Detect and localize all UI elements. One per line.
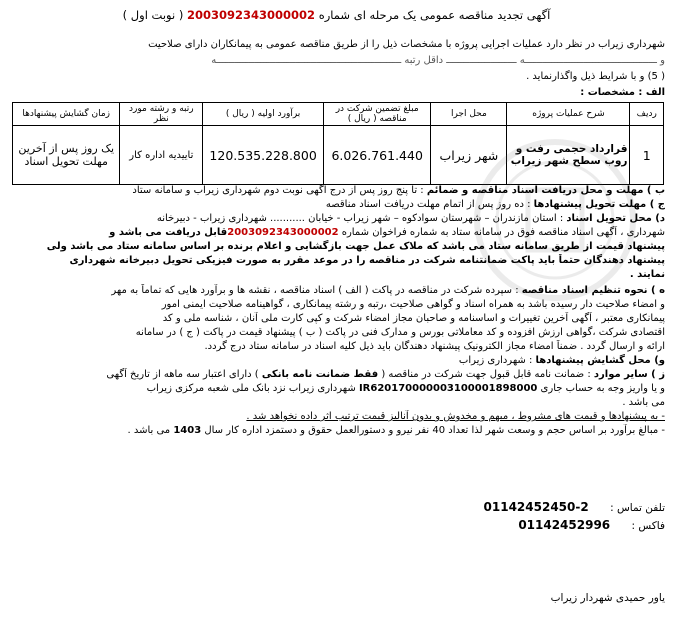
section-d-line-4: پیشنهاد دهندگان حتماً باید پاکت ضمانتنامه شرکت در مناقصه را در موعد مقرر به صورت فیزیکی تحویل دبیرخانه شهرداری bbox=[69, 255, 665, 266]
col-header-estimate: برآورد اولیه ( ریال ) bbox=[203, 103, 324, 126]
col-header-guarantee: مبلغ تضمین شرکت در مناقصه ( ریال ) bbox=[324, 103, 431, 126]
section-d-line-3: پیشنهاد قیمت از طریق سامانه ستاد می باشد که ملاک عمل جهت بازگشایی و اعلام برنده بر اساس سامانه ستاد می باشد ولی bbox=[46, 241, 665, 252]
section-z bbox=[5, 368, 665, 382]
section-v bbox=[5, 354, 665, 368]
section-d-label: د) محل تحویل اسناد bbox=[566, 213, 665, 224]
section-z-line-3: می باشد . bbox=[622, 397, 665, 408]
intro-line-1: شهرداری زیراب در نظر دارد عملیات اجرایی پروژه با مشخصات ذیل را از طریق مناقصه عمومی به پیمانکاران دارای صلاحیت bbox=[148, 39, 665, 50]
section-h-label: ه ) نحوه تنظیم اسناد مناقصه bbox=[521, 285, 665, 296]
intro-line-2: و ـــــــــــــــــــــــــــــــــــــــــــــه ــــــــــــــــــــــــ داقل رتبه ـــــــــــــــــــــــــــــــــــــــــــــــــــــــــــــــه bbox=[211, 55, 665, 66]
section-z-label: ز ) سایر موارد bbox=[593, 369, 665, 380]
col-header-description: شرح عملیات پروژه bbox=[507, 103, 630, 126]
section-z-line-5 bbox=[5, 424, 665, 438]
col-header-row-no: ردیف bbox=[630, 103, 664, 126]
section-d bbox=[5, 212, 665, 226]
phone-number: 01142452450-2 bbox=[483, 500, 589, 514]
title-suffix: ( نوبت اول ) bbox=[122, 8, 184, 22]
fax-number: 01142452996 bbox=[518, 518, 611, 532]
title-prefix: آگهی تجدید مناقصه عمومی یک مرحله ای شماره bbox=[318, 8, 551, 22]
cell-estimate: 120.535.228.800 bbox=[203, 126, 324, 185]
table-header-row bbox=[13, 103, 664, 126]
section-z-text-1: : ضمانت نامه قابل قبول جهت شرکت در مناقصه ( bbox=[378, 369, 594, 380]
section-v-label: و) محل گشایش پیشنهادها bbox=[535, 355, 665, 366]
call-number: 2003092343000002 bbox=[227, 227, 339, 238]
section-h-line-4: اقتصادی شرکت ،گواهی ارزش افزوده و کد معاملاتی بورس و مدارک فنی در پاکت ( ب ) پیشنهاد قیمت در پاکت ( ج ) در سامانه bbox=[135, 327, 665, 338]
section-d-line-5: نمایند . bbox=[629, 269, 665, 280]
notice-title bbox=[0, 8, 673, 22]
section-b bbox=[5, 184, 665, 198]
intro-line-3: ( 5) و با شرایط ذیل واگذارنماید . bbox=[526, 71, 665, 82]
section-h-text: : سپرده شرکت در مناقصه در پاکت ( الف ) اسناد مناقصه ، نقشه ها و برآورد هایی که تماماً به مهر bbox=[111, 285, 522, 296]
cell-row-no: 1 bbox=[630, 126, 664, 185]
section-j-label: ج ) مهلت تحویل پیشنهادها bbox=[533, 199, 665, 210]
section-j-text: : ده روز پس از اتمام مهلت دریافت اسناد مناقصه bbox=[325, 199, 534, 210]
section-b-text: : تا پنج روز پس از درج آگهی نوبت دوم شهرداری زیراب و سامانه ستاد bbox=[132, 185, 427, 196]
section-z-text-bold: فقط ضمانت نامه بانکی bbox=[261, 369, 379, 380]
contract-year: 1403 bbox=[173, 425, 202, 436]
phone-line bbox=[375, 500, 665, 514]
section-h-line-2: و امضاء صلاحیت دار رسیده باشد به همراه اسناد و گواهی صلاحیت ،رتبه و رشته پیمانکاری ، گواهینامه صلاحیت ایمنی امور bbox=[161, 299, 665, 310]
cell-guarantee: 6.026.761.440 bbox=[324, 126, 431, 185]
section-d-text: : استان مازندران – شهرستان سوادکوه – شهر زیراب - خیابان ........... شهرداری زیراب - دبیرخانه bbox=[156, 213, 567, 224]
table-row bbox=[13, 126, 664, 185]
cell-rank: تاییدیه اداره کار bbox=[120, 126, 203, 185]
section-a-heading: الف : مشخصات : bbox=[580, 87, 665, 98]
section-z-line5-b: می باشد . bbox=[127, 425, 174, 436]
section-z-line2-a: و یا واریز وجه به حساب جاری bbox=[537, 383, 665, 394]
specs-table bbox=[12, 102, 664, 185]
fax-label: فاکس : bbox=[631, 520, 665, 532]
signature: یاور حمیدی شهردار زیراب bbox=[550, 592, 665, 604]
fax-line bbox=[375, 518, 665, 532]
col-header-opening-time: زمان گشایش پیشنهادها bbox=[13, 103, 120, 126]
section-b-label: ب ) مهلت و محل دریافت اسناد مناقصه و ضمائم bbox=[426, 185, 665, 196]
iban: IR620170000003100001898000 bbox=[358, 383, 538, 394]
col-header-rank: رتبه و رشته مورد نظر bbox=[120, 103, 203, 126]
section-z-line5-a: - مبالغ برآورد بر اساس حجم و وسعت شهر لذا تعداد 40 نفر نیرو و دستورالعمل حقوق و دستمزد اداره کار سال bbox=[201, 425, 665, 436]
section-z-line2-b: شهرداری زیراب نزد بانک ملی شعبه مرکزی زیراب bbox=[146, 383, 359, 394]
section-h bbox=[5, 284, 665, 298]
cell-location: شهر زیراب bbox=[431, 126, 507, 185]
section-h-line-3: پیمانکاری معتبر ، آگهی آخرین تغییرات و اساسنامه و صاحبان مجاز امضاء شرکت و کپی کارت ملی آنان ، شناسه ملی و کد bbox=[162, 313, 665, 324]
section-d-line-2 bbox=[5, 226, 665, 240]
section-v-text: : شهرداری زیراب bbox=[458, 355, 536, 366]
tender-number: 2003092343000002 bbox=[187, 8, 316, 22]
phone-label: تلفن تماس : bbox=[610, 502, 665, 514]
section-z-line-2 bbox=[5, 382, 665, 396]
cell-description: قرارداد حجمی رفت و روب سطح شهر زیراب bbox=[507, 126, 630, 185]
section-h-line-5: ارائه و ارسال گردد . ضمناً امضاء مجاز الکترونیک پیشنهاد دهندگان باید ذیل کلیه اسناد در سامانه ستاد درج گردد. bbox=[204, 341, 665, 352]
section-d-line2-a: شهرداری ، آگهی اسناد مناقصه فوق در سامانه ستاد به شماره فراخوان شماره bbox=[338, 227, 665, 238]
col-header-location: محل اجرا bbox=[431, 103, 507, 126]
section-j bbox=[5, 198, 665, 212]
section-d-line2-b: قابل دریافت می باشد و bbox=[109, 227, 228, 238]
section-z-line-4: - به پیشنهادها و قیمت های مشروط ، مبهم و مخدوش و بدون آنالیز قیمت ترتیب اثر داده نخواهد شد . bbox=[246, 411, 665, 422]
section-z-text-2: ) دارای اعتبار سه ماهه از تاریخ آگهی bbox=[106, 369, 262, 380]
cell-opening-time: یک روز پس از آخرین مهلت تحویل اسناد bbox=[13, 126, 120, 185]
